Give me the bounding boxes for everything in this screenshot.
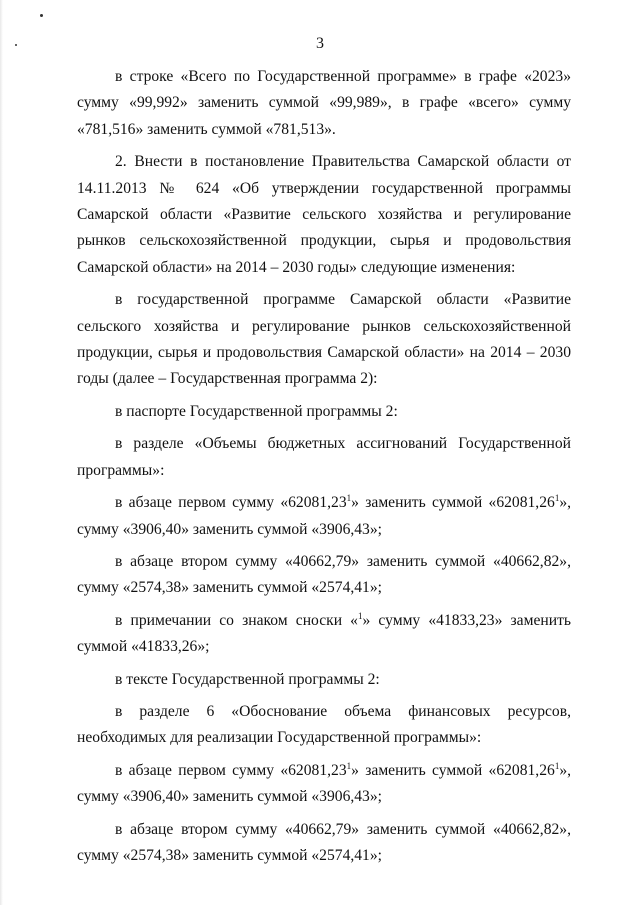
footnote-mark: 1: [554, 760, 560, 771]
footnote-mark: 1: [357, 610, 363, 621]
paragraph-6-part-3: », сумму «3906,40» заменить суммой «3906,43»;: [77, 494, 572, 538]
paragraph-11: [77, 758, 571, 811]
paragraph-8: [77, 608, 571, 661]
paragraph-11-part-1: в абзаце первом сумму «62081,23: [115, 761, 347, 779]
scan-speck: [40, 14, 43, 17]
paragraph-6-part-2: » заменить суммой «62081,26: [351, 494, 555, 512]
paragraph-11-part-3: », сумму «3906,40» заменить суммой «3906,43»;: [77, 761, 572, 806]
footnote-mark: 1: [346, 760, 352, 771]
page-number: 3: [316, 35, 324, 52]
paragraph-10: в разделе 6 «Обоснование объема финансовых ресурсов, необходимых для реализации Государственной программы»:: [77, 702, 571, 747]
paragraph-9: в тексте Государственной программы 2:: [115, 670, 380, 688]
paragraph-4: в паспорте Государственной программы 2:: [115, 402, 398, 420]
paragraph-12: в абзаце втором сумму «40662,79» заменить суммой «40662,82», сумму «2574,38» заменить суммой «2574,41»;: [77, 820, 571, 864]
paragraph-11-part-2: » заменить суммой «62081,26: [351, 761, 555, 779]
document-body: [77, 64, 571, 869]
paragraph-2: 2. Внести в постановление Правительства Самарской области от 14.11.2013 № 624 «Об утверждении государственной программы Самарской области «Развитие сельского хозяйства и регулирование рынков сельскохозяйственной продукции, сырья и продовольствия Самарской области» на 2014 – 2030 годы» следующие изменения:: [77, 153, 571, 276]
footnote-mark: 1: [346, 492, 352, 503]
footnote-mark: 1: [554, 492, 560, 503]
paragraph-3: в государственной программе Самарской области «Развитие сельского хозяйства и регулирование рынков сельскохозяйственной продукции, сырья и продовольствия Самарской области» на 2014 – 2030 годы (далее – Государственная программа 2):: [77, 291, 571, 388]
paragraph-7: в абзаце втором сумму «40662,79» заменить суммой «40662,82», сумму «2574,38» заменить суммой «2574,41»;: [77, 552, 571, 597]
paragraph-6-part-1: в абзаце первом сумму «62081,23: [115, 494, 347, 512]
paragraph-8-part-1: в примечании со знаком сноски «: [115, 611, 358, 629]
paragraph-1: в строке «Всего по Государственной программе» в графе «2023» сумму «99,992» заменить суммой «99,989», в графе «всего» сумму «781,516» заменить суммой «781,513».: [77, 68, 571, 138]
scan-edge-shadow: [0, 0, 3, 905]
paragraph-5: в разделе «Объемы бюджетных ассигнований Государственной программы»:: [77, 435, 571, 479]
paragraph-8-part-2: » сумму «41833,23» заменить суммой «41833,26»;: [77, 611, 572, 656]
paragraph-6: [77, 490, 571, 543]
